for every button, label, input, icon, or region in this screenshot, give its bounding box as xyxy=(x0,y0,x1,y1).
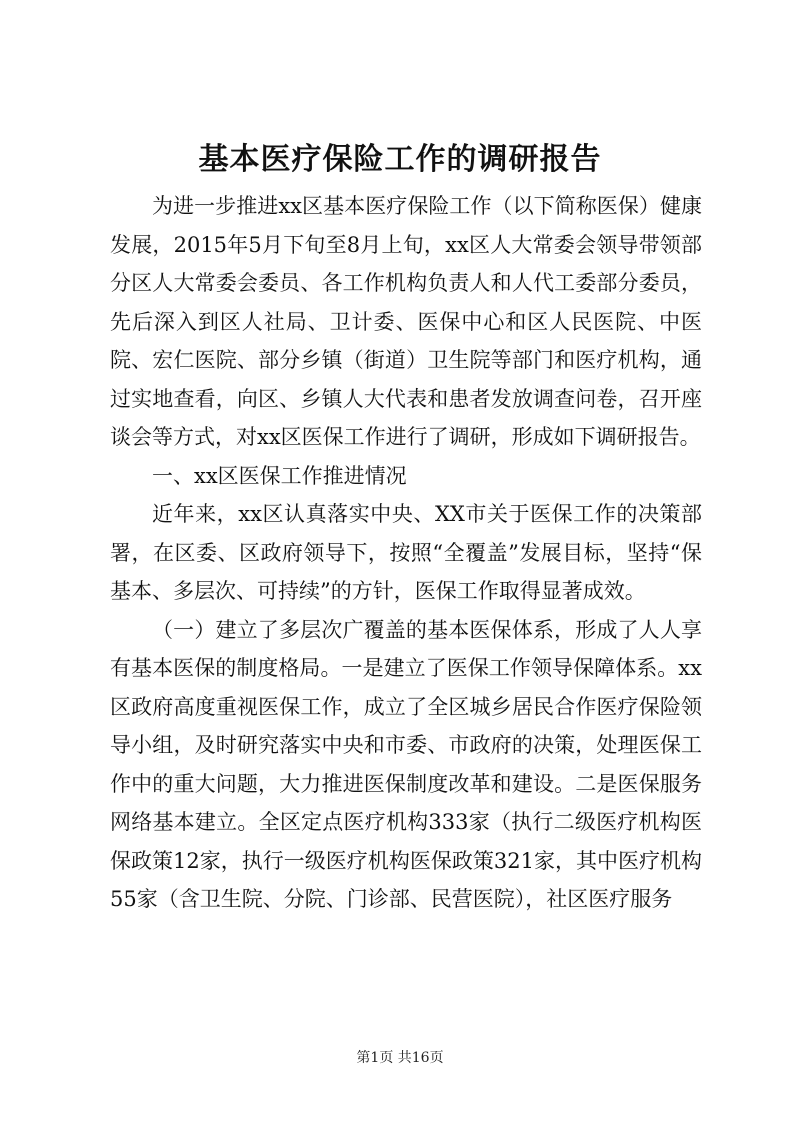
paragraph-intro: 为进一步推进xx区基本医疗保险工作（以下简称医保）健康发展，2015年5月下旬至8月上旬，xx区人大常委会领导带领部分区人大常委会委员、各工作机构负责人和人代工委部分委员，先后深入到区人社局、卫计委、医保中心和区人民医院、中医院、宏仁医院、部分乡镇（街道）卫生院等部门和医疗机构，通过实地查看，向区、乡镇人大代表和患者发放调查问卷，召开座谈会等方式，对xx区医保工作进行了调研，形成如下调研报告。 xyxy=(110,194,702,449)
document-body xyxy=(110,187,702,919)
section-heading-1: 一、xx区医保工作推进情况 xyxy=(152,463,407,488)
paragraph-overview: 近年来，xx区认真落实中央、XX市关于医保工作的决策部署，在区委、区政府领导下，按照“全覆盖”发展目标，坚持“保基本、多层次、可持续”的方针，医保工作取得显著成效。 xyxy=(110,502,702,603)
paragraph-subsection-1: （一）建立了多层次广覆盖的基本医保体系，形成了人人享有基本医保的制度格局。一是建立了医保工作领导保障体系。xx区政府高度重视医保工作，成立了全区城乡居民合作医疗保险领导小组，及时研究落实中央和市委、市政府的决策，处理医保工作中的重大问题，大力推进医保制度改革和建设。二是医保服务网络基本建立。全区定点医疗机构333家（执行二级医疗机构医保政策12家，执行一级医疗机构医保政策321家，其中医疗机构55家（含卫生院、分院、门诊部、民营医院），社区医疗服务 xyxy=(110,617,702,911)
page-number-footer: 第1页 共16页 xyxy=(356,1050,444,1066)
document-title: 基本医疗保险工作的调研报告 xyxy=(198,142,602,177)
